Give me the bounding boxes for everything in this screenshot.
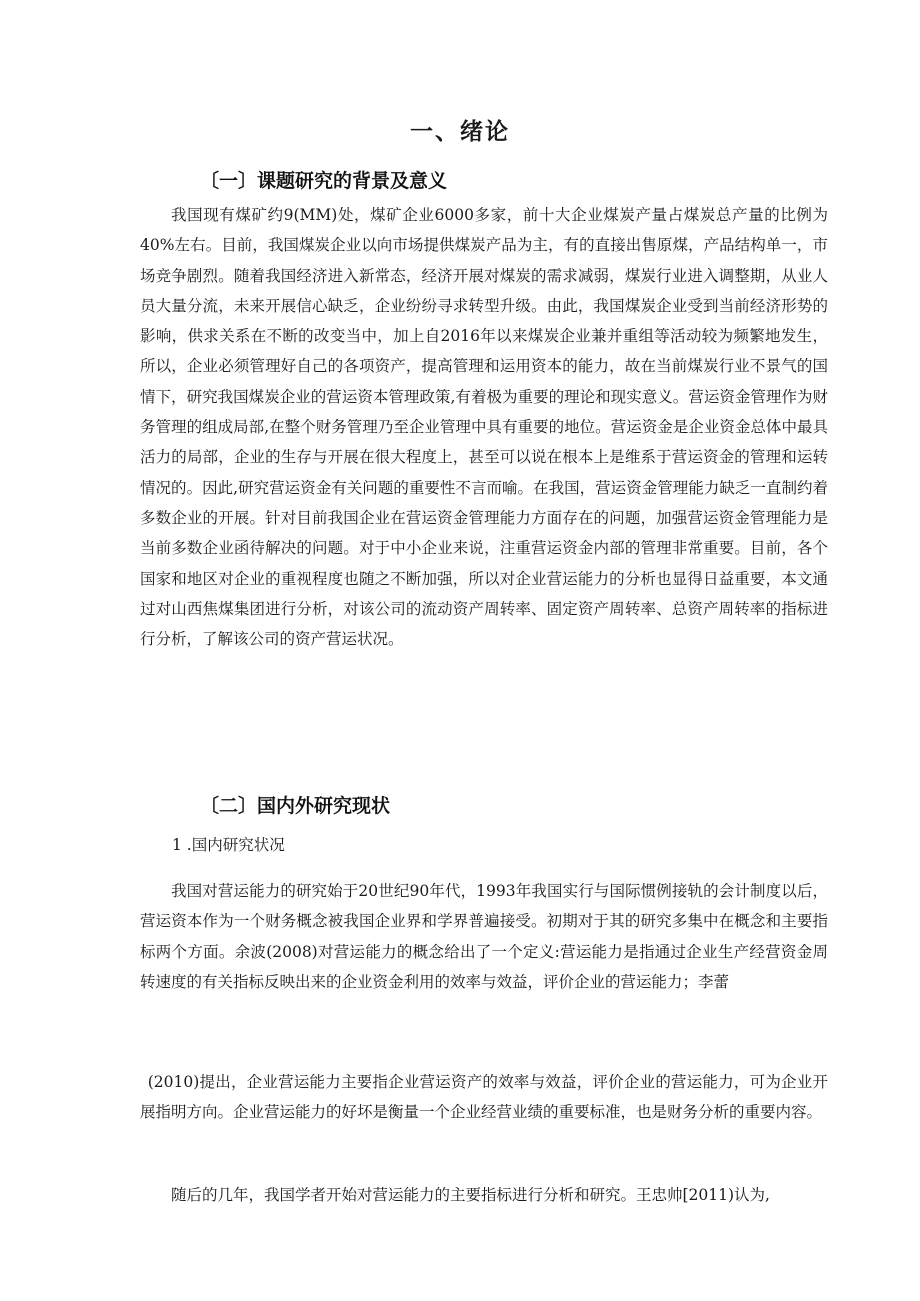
section-title-background: 〔一〕课题研究的背景及意义 <box>200 170 448 192</box>
background-paragraph: 我国现有煤矿约9(MM)处，煤矿企业6000多家，前十大企业煤炭产量占煤炭总产量的比例为40%左右。目前，我国煤炭企业以向市场提供煤炭产品为主，有的直接出售原煤，产品结构单一，市场竞争剧烈。随着我国经济进入新常态，经济开展对煤炭的需求减弱，煤炭行业进入调整期，从业人员大量分流，未来开展信心缺乏，企业纷纷寻求转型升级。由此，我国煤炭企业受到当前经济形势的影响，供求关系在不断的改变当中，加上自2016年以来煤炭企业兼并重组等活动较为频繁地发生，所以，企业必须管理好自己的各项资产，提高管理和运用资本的能力，故在当前煤炭行业不景气的国情下，研究我国煤炭企业的营运资本管理政策,有着极为重要的理论和现实意义。营运资金管理作为财务管理的组成局部,在整个财务管理乃至企业管理中具有重要的地位。营运资金是企业资金总体中最具活力的局部，企业的生存与开展在很大程度上，甚至可以说在根本上是维系于营运资金的管理和运转情况的。因此,研究营运资金有关问题的重要性不言而喻。在我国，营运资金管理能力缺乏一直制约着多数企业的开展。针对目前我国企业在营运资金管理能力方面存在的问题，加强营运资金管理能力是当前多数企业函待解决的问题。对于中小企业来说，注重营运资金内部的管理非常重要。目前，各个国家和地区对企业的重视程度也随之不断加强，所以对企业营运能力的分析也显得日益重要，本文通过对山西焦煤集团进行分析，对该公司的流动资产周转率、固定资产周转率、总资产周转率的指标进行分析，了解该公司的资产营运状况。 <box>140 206 828 649</box>
chapter-title: 一、绪论 <box>410 119 510 145</box>
research-paragraph-3: 随后的几年，我国学者开始对营运能力的主要指标进行分析和研究。王忠帅[2011)认为, <box>171 1186 770 1204</box>
research-paragraph-1: 我国对营运能力的研究始于20世纪90年代，1993年我国实行与国际惯例接轨的会计制度以后，营运资本作为一个财务概念被我国企业界和学界普遍接受。初期对于其的研究多集中在概念和主要指标两个方面。余波(2008)对营运能力的概念给出了一个定义:营运能力是指通过企业生产经营资金周转速度的有关指标反映出来的企业资金利用的效率与效益，评价企业的营运能力；李蕾 <box>140 882 828 991</box>
research-paragraph-2: (2010)提出，企业营运能力主要指企业营运资产的效率与效益，评价企业的营运能力，可为企业开展指明方向。企业营运能力的好坏是衡量一个企业经营业绩的重要标准，也是财务分析的重要内容。 <box>140 1073 828 1122</box>
subheading-domestic-research: 1 .国内研究状况 <box>172 836 285 854</box>
section-title-research-status: 〔二〕国内外研究现状 <box>200 795 391 817</box>
